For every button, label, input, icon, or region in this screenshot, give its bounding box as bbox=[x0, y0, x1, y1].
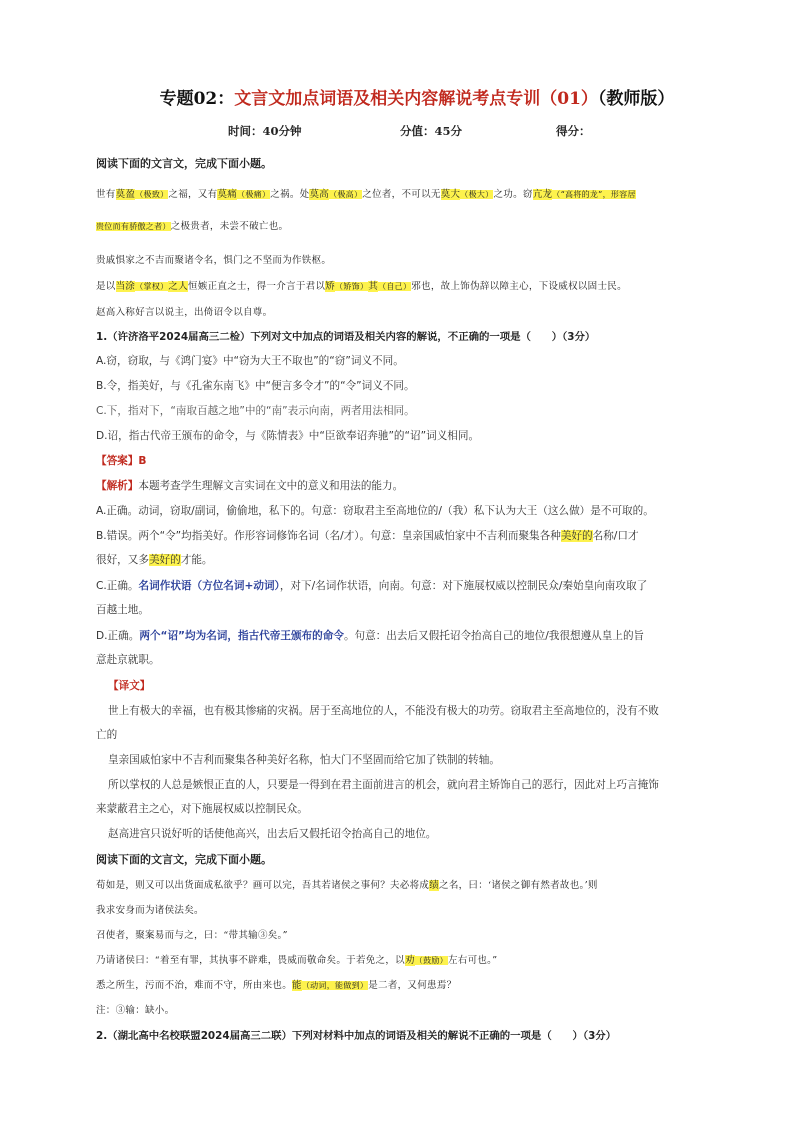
passage2-note: 注：③输：缺小。 bbox=[96, 1005, 175, 1016]
q1-explanation: 【解析】本题考查学生理解文言实词在文中的意义和用法的能力。 bbox=[96, 480, 404, 492]
title-suffix: （教师版） bbox=[597, 89, 675, 109]
q1-expl-b2: 很好，又多美好的才能。 bbox=[96, 554, 213, 566]
title-main: 文言文加点词语及相关内容解说考点专训（01） bbox=[234, 89, 598, 109]
q1-option-a: A.窃，窃取，与《鸿门宴》中“窃为大王不取也”的“窃”词义不同。 bbox=[96, 355, 404, 367]
translation-line3b: 来蒙蔽君主之心，对下施展权威以控制民众。 bbox=[96, 803, 308, 815]
got-label: 得分： bbox=[556, 124, 591, 138]
q2-stem: 2.（湖北高中名校联盟2024届高三二联）下列对材料中加点的词语及相关的解说不正确的一项是（ ）（3分） bbox=[96, 1030, 617, 1042]
translation-line1b: 亡的 bbox=[96, 729, 118, 741]
passage2-line3: 乃请诸侯曰：“着至有罪，其执事不辟难，畏威而敬命矣。于若免之，以劝（鼓励）左右可也。” bbox=[96, 955, 498, 966]
passage1-line1: 世有莫盈（极致）之福，又有莫痛（极痛）之祸。处莫高（极高）之位者，不可以无莫大（极大）之功。窃亢龙（“高将的龙”，形容居 bbox=[96, 189, 636, 200]
score-label: 分值：45分 bbox=[400, 124, 463, 138]
passage2-line2: 召使者，聚案易而与之，曰：“带其输③矣。” bbox=[96, 930, 288, 941]
passage1-line3: 贵戚惧家之不吉而聚诸令名，惧门之不坚而为作铁枢。 bbox=[96, 255, 332, 266]
q1-expl-d2: 意赴京就职。 bbox=[96, 654, 160, 666]
translation-line4: 赵高进宫只说好听的话使他高兴，出去后又假托诏令抬高自己的地位。 bbox=[108, 828, 437, 840]
q1-expl-b1: B.错误。两个“令”均指美好。作形容词修饰名词（名/才）。句意：皇亲国戚怕家中不吉利而聚集各种美好的名称/口才 bbox=[96, 530, 639, 542]
q1-answer: 【答案】B bbox=[96, 455, 147, 467]
q1-expl-c1: C.正确。名词作状语（方位名词+动词），对下/名词作状语，向南。句意：对下施展权威以控制民众/秦始皇向南攻取了 bbox=[96, 580, 648, 592]
passage2-instruction: 阅读下面的文言文，完成下面小题。 bbox=[96, 853, 272, 866]
passage2-line1: 荀如是，则又可以出货面成私欲乎？画可以完，吾其若诸侯之事何？夫必将成绩之名，曰：‘诸侯之御有然者故也。’则 bbox=[96, 880, 598, 891]
passage1-line4: 是以当涂（掌权）之人恒嫉正直之士，得一介言于君以矫（矫饰）其（自己）邪也，故上饰伪辞以障主心，下设威权以固士民。 bbox=[96, 281, 627, 292]
q1-expl-c2: 百越土地。 bbox=[96, 604, 149, 616]
q1-option-b: B.令，指美好，与《孔雀东南飞》中“便言多令才”的“令”词义不同。 bbox=[96, 380, 415, 392]
page-title bbox=[0, 84, 794, 109]
translation-line3: 所以掌权的人总是嫉恨正直的人，只要是一得到在君主面前进言的机会，就向君主矫饰自己的恶行，因此对上巧言掩饰 bbox=[108, 779, 659, 791]
passage1-line2: 贵位而有骄傲之者）之极贵者，未尝不破亡也。 bbox=[96, 221, 289, 232]
passage2-line4: 悉之所生，污而不治，难而不守，所由来也。能（动词，能做到）是二者，又何患焉？ bbox=[96, 980, 457, 991]
passage1-line5: 赵高入称好言以说主，出倚诏令以自尊。 bbox=[96, 307, 273, 318]
q1-option-c: C.下，指对下，“南取百越之地”中的“南”表示向南，两者用法相同。 bbox=[96, 405, 415, 417]
q1-expl-a: A.正确。动词，窃取/副词，偷偷地，私下的。句意：窃取君主至高地位的/（我）私下认为大王（这么做）是不可取的。 bbox=[96, 505, 654, 517]
translation-line1: 世上有极大的幸福，也有极其惨痛的灾祸。居于至高地位的人，不能没有极大的功劳。窃取君主至高地位的，没有不败 bbox=[108, 705, 659, 717]
q1-expl-d1: D.正确。两个“诏”均为名词，指古代帝王颁布的命令。句意：出去后又假托诏令抬高自己的地位/我很想遵从皇上的旨 bbox=[96, 630, 645, 642]
translation-line2: 皇亲国戚怕家中不吉利而聚集各种美好名称，怕大门不坚固而给它加了铁制的转轴。 bbox=[108, 754, 500, 766]
translation-label: 【译文】 bbox=[108, 680, 151, 692]
time-label: 时间：40分钟 bbox=[228, 124, 302, 138]
q1-option-d: D.诏，指古代帝王颁布的命令，与《陈情表》中“臣欲奉诏奔驰”的“诏”词义相同。 bbox=[96, 430, 480, 442]
q1-stem: 1.（许济洛平2024届高三二检）下列对文中加点的词语及相关内容的解说，不正确的一项是（ ）（3分） bbox=[96, 331, 596, 343]
title-prefix: 专题02： bbox=[159, 89, 235, 109]
passage1-instruction: 阅读下面的文言文，完成下面小题。 bbox=[96, 157, 272, 170]
passage2-line1b: 我求安身而为诸侯法矣。 bbox=[96, 905, 204, 916]
